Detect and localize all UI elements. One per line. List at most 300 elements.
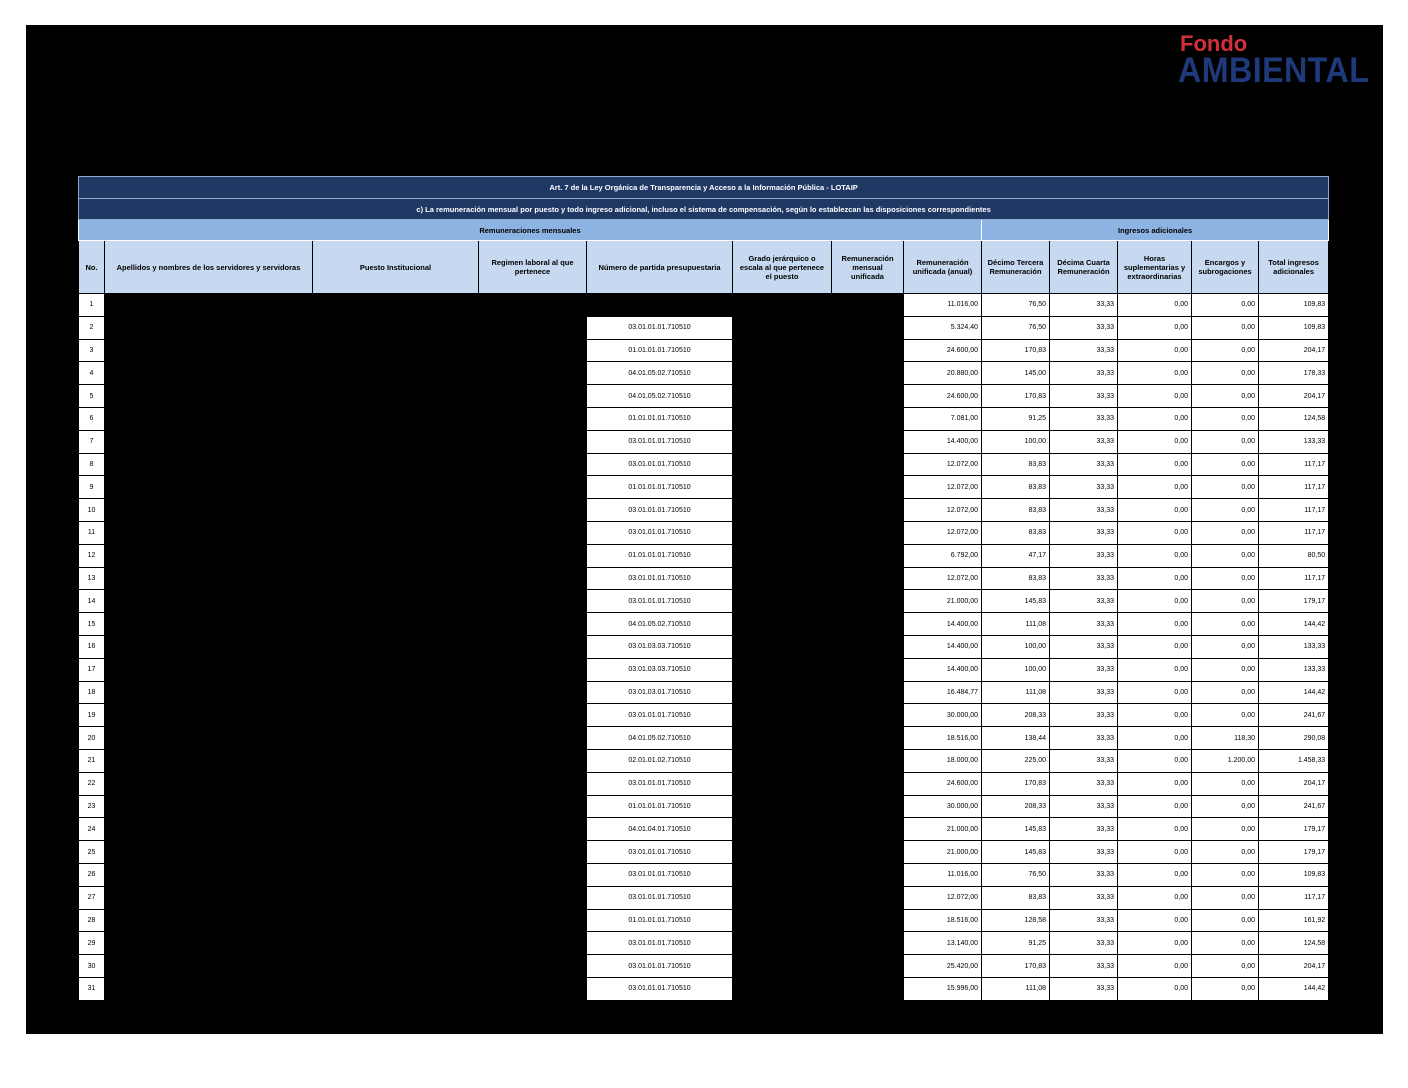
redacted-position-cell	[313, 544, 479, 567]
redacted-name-cell	[105, 544, 313, 567]
cell-no: 10	[79, 499, 105, 522]
cell-d13: 100,00	[982, 658, 1050, 681]
cell-d14: 33,33	[1050, 727, 1118, 750]
cell-horas: 0,00	[1118, 407, 1192, 430]
redacted-monthly-cell	[832, 521, 904, 544]
cell-total: 204,17	[1259, 955, 1329, 978]
cell-d13: 170,83	[982, 339, 1050, 362]
redacted-name-cell	[105, 635, 313, 658]
cell-total: 109,83	[1259, 316, 1329, 339]
cell-partida: 04.01.05.02.710510	[587, 613, 733, 636]
cell-total: 117,17	[1259, 886, 1329, 909]
cell-partida: 04.01.05.02.710510	[587, 362, 733, 385]
cell-anual: 30.000,00	[904, 704, 982, 727]
cell-d14: 33,33	[1050, 955, 1118, 978]
redacted-monthly-cell	[832, 818, 904, 841]
redacted-position-cell	[313, 613, 479, 636]
cell-horas: 0,00	[1118, 795, 1192, 818]
table-row	[79, 613, 1329, 636]
column-header-d14: Décima Cuarta Remuneración	[1050, 241, 1118, 294]
cell-d14: 33,33	[1050, 977, 1118, 1000]
cell-total: 117,17	[1259, 453, 1329, 476]
cell-no: 30	[79, 955, 105, 978]
cell-no: 23	[79, 795, 105, 818]
table-row	[79, 658, 1329, 681]
cell-horas: 0,00	[1118, 567, 1192, 590]
cell-encargos: 1.200,00	[1192, 749, 1259, 772]
cell-d14: 33,33	[1050, 499, 1118, 522]
table-row	[79, 772, 1329, 795]
cell-total: 124,58	[1259, 932, 1329, 955]
redacted-name-cell	[105, 955, 313, 978]
redacted-grade-cell	[733, 704, 832, 727]
cell-d14: 33,33	[1050, 681, 1118, 704]
cell-anual: 12.072,00	[904, 476, 982, 499]
cell-d13: 145,83	[982, 818, 1050, 841]
group-header-ingresos: Ingresos adicionales	[982, 220, 1329, 241]
column-header-puesto: Puesto Institucional	[313, 241, 479, 294]
redacted-monthly-cell	[832, 658, 904, 681]
cell-total: 241,67	[1259, 704, 1329, 727]
redacted-grade-cell	[733, 453, 832, 476]
table-row	[79, 362, 1329, 385]
cell-encargos: 0,00	[1192, 977, 1259, 1000]
cell-partida: 03.01.03.03.710510	[587, 658, 733, 681]
redacted-grade-cell	[733, 795, 832, 818]
cell-partida: 03.01.01.01.710510	[587, 430, 733, 453]
cell-d14: 33,33	[1050, 385, 1118, 408]
redacted-name-cell	[105, 977, 313, 1000]
cell-no: 22	[79, 772, 105, 795]
redacted-name-cell	[105, 863, 313, 886]
column-header-partida: Número de partida presupuestaria	[587, 241, 733, 294]
cell-d14: 33,33	[1050, 453, 1118, 476]
cell-anual: 7.081,00	[904, 407, 982, 430]
cell-d14: 33,33	[1050, 635, 1118, 658]
redacted-monthly-cell	[832, 544, 904, 567]
cell-total: 109,83	[1259, 863, 1329, 886]
cell-total: 161,92	[1259, 909, 1329, 932]
redacted-position-cell	[313, 772, 479, 795]
redacted-position-cell	[313, 407, 479, 430]
cell-horas: 0,00	[1118, 294, 1192, 317]
cell-no: 7	[79, 430, 105, 453]
cell-partida: 01.01.01.01.710510	[587, 909, 733, 932]
redacted-position-cell	[313, 863, 479, 886]
redacted-monthly-cell	[832, 567, 904, 590]
redacted-grade-cell	[733, 863, 832, 886]
redacted-regime-cell	[479, 635, 587, 658]
cell-d13: 208,33	[982, 795, 1050, 818]
redacted-monthly-cell	[832, 430, 904, 453]
logo-line-2: AMBIENTAL	[1178, 51, 1370, 90]
redacted-monthly-cell	[832, 362, 904, 385]
cell-horas: 0,00	[1118, 613, 1192, 636]
cell-d13: 47,17	[982, 544, 1050, 567]
cell-encargos: 0,00	[1192, 704, 1259, 727]
cell-total: 178,33	[1259, 362, 1329, 385]
redacted-monthly-cell	[832, 499, 904, 522]
cell-anual: 30.000,00	[904, 795, 982, 818]
redacted-regime-cell	[479, 681, 587, 704]
cell-no: 28	[79, 909, 105, 932]
cell-encargos: 0,00	[1192, 955, 1259, 978]
cell-no: 5	[79, 385, 105, 408]
redacted-name-cell	[105, 727, 313, 750]
cell-total: 124,58	[1259, 407, 1329, 430]
table-row	[79, 294, 1329, 317]
cell-horas: 0,00	[1118, 453, 1192, 476]
table-row	[79, 909, 1329, 932]
redacted-monthly-cell	[832, 613, 904, 636]
cell-no: 24	[79, 818, 105, 841]
cell-anual: 12.072,00	[904, 886, 982, 909]
table-row	[79, 430, 1329, 453]
redacted-regime-cell	[479, 841, 587, 864]
redacted-name-cell	[105, 499, 313, 522]
cell-total: 133,33	[1259, 635, 1329, 658]
cell-no: 21	[79, 749, 105, 772]
table-row	[79, 932, 1329, 955]
cell-d14: 33,33	[1050, 841, 1118, 864]
cell-anual: 11.016,00	[904, 863, 982, 886]
cell-anual: 24.600,00	[904, 772, 982, 795]
cell-horas: 0,00	[1118, 658, 1192, 681]
redacted-monthly-cell	[832, 795, 904, 818]
redacted-monthly-cell	[832, 635, 904, 658]
cell-d13: 76,50	[982, 863, 1050, 886]
redacted-position-cell	[313, 635, 479, 658]
redacted-position-cell	[313, 932, 479, 955]
cell-anual: 21.000,00	[904, 818, 982, 841]
redacted-grade-cell	[733, 909, 832, 932]
cell-d14: 33,33	[1050, 749, 1118, 772]
cell-total: 204,17	[1259, 339, 1329, 362]
table-row	[79, 681, 1329, 704]
redacted-name-cell	[105, 430, 313, 453]
cell-horas: 0,00	[1118, 499, 1192, 522]
table-row	[79, 795, 1329, 818]
cell-total: 133,33	[1259, 658, 1329, 681]
column-header-nombres: Apellidos y nombres de los servidores y servidoras	[105, 241, 313, 294]
cell-encargos: 0,00	[1192, 863, 1259, 886]
redacted-position-cell	[313, 316, 479, 339]
redacted-monthly-cell	[832, 955, 904, 978]
redacted-regime-cell	[479, 521, 587, 544]
cell-horas: 0,00	[1118, 430, 1192, 453]
cell-d14: 33,33	[1050, 886, 1118, 909]
column-header-horas: Horas suplementarias y extraordinarias	[1118, 241, 1192, 294]
cell-no: 9	[79, 476, 105, 499]
cell-d13: 145,83	[982, 841, 1050, 864]
cell-encargos: 0,00	[1192, 886, 1259, 909]
cell-anual: 12.072,00	[904, 453, 982, 476]
column-header-no: No.	[79, 241, 105, 294]
redacted-regime-cell	[479, 385, 587, 408]
remuneration-table	[78, 176, 1329, 1001]
redacted-position-cell	[313, 681, 479, 704]
redacted-name-cell	[105, 362, 313, 385]
redacted-name-cell	[105, 841, 313, 864]
cell-encargos: 0,00	[1192, 316, 1259, 339]
redacted-grade-cell	[733, 316, 832, 339]
cell-partida: 02.01.01.02.710510	[587, 749, 733, 772]
cell-d14: 33,33	[1050, 658, 1118, 681]
cell-d14: 33,33	[1050, 294, 1118, 317]
redacted-regime-cell	[479, 749, 587, 772]
cell-total: 117,17	[1259, 476, 1329, 499]
cell-anual: 6.792,00	[904, 544, 982, 567]
cell-horas: 0,00	[1118, 362, 1192, 385]
cell-encargos: 0,00	[1192, 932, 1259, 955]
cell-anual: 14.400,00	[904, 430, 982, 453]
cell-d13: 83,83	[982, 886, 1050, 909]
cell-partida: 01.01.01.01.710510	[587, 476, 733, 499]
cell-partida: 03.01.03.03.710510	[587, 635, 733, 658]
table-row	[79, 818, 1329, 841]
cell-anual: 12.072,00	[904, 499, 982, 522]
redacted-position-cell	[313, 886, 479, 909]
cell-horas: 0,00	[1118, 681, 1192, 704]
table-row	[79, 955, 1329, 978]
redacted-monthly-cell	[832, 932, 904, 955]
cell-no: 13	[79, 567, 105, 590]
cell-horas: 0,00	[1118, 818, 1192, 841]
cell-total: 1.458,33	[1259, 749, 1329, 772]
redacted-name-cell	[105, 772, 313, 795]
cell-d13: 100,00	[982, 635, 1050, 658]
cell-encargos: 0,00	[1192, 795, 1259, 818]
redacted-position-cell	[313, 521, 479, 544]
table-row	[79, 727, 1329, 750]
table-row	[79, 499, 1329, 522]
cell-horas: 0,00	[1118, 339, 1192, 362]
cell-d13: 145,83	[982, 590, 1050, 613]
redacted-name-cell	[105, 407, 313, 430]
redacted-regime-cell	[479, 795, 587, 818]
table-row	[79, 476, 1329, 499]
cell-d13: 111,08	[982, 977, 1050, 1000]
cell-no: 14	[79, 590, 105, 613]
cell-anual: 16.484,77	[904, 681, 982, 704]
table-row	[79, 521, 1329, 544]
redacted-name-cell	[105, 339, 313, 362]
redacted-position-cell	[313, 841, 479, 864]
redacted-position-cell	[313, 977, 479, 1000]
cell-encargos: 0,00	[1192, 909, 1259, 932]
redacted-grade-cell	[733, 977, 832, 1000]
table-row	[79, 339, 1329, 362]
cell-anual: 12.072,00	[904, 521, 982, 544]
cell-d13: 208,33	[982, 704, 1050, 727]
redacted-regime-cell	[479, 772, 587, 795]
redacted-position-cell	[313, 749, 479, 772]
cell-horas: 0,00	[1118, 476, 1192, 499]
redacted-monthly-cell	[832, 863, 904, 886]
cell-partida: 03.01.01.01.710510	[587, 772, 733, 795]
cell-partida: 01.01.01.01.710510	[587, 407, 733, 430]
cell-encargos: 0,00	[1192, 521, 1259, 544]
cell-no: 31	[79, 977, 105, 1000]
cell-d14: 33,33	[1050, 362, 1118, 385]
cell-partida: 03.01.01.01.710510	[587, 499, 733, 522]
cell-d13: 170,83	[982, 955, 1050, 978]
redacted-monthly-cell	[832, 407, 904, 430]
cell-no: 8	[79, 453, 105, 476]
cell-d13: 128,58	[982, 909, 1050, 932]
cell-d14: 33,33	[1050, 476, 1118, 499]
redacted-name-cell	[105, 590, 313, 613]
cell-partida: 01.01.01.01.710510	[587, 795, 733, 818]
cell-d13: 138,44	[982, 727, 1050, 750]
redacted-regime-cell	[479, 932, 587, 955]
cell-horas: 0,00	[1118, 841, 1192, 864]
cell-d13: 225,00	[982, 749, 1050, 772]
cell-partida: 03.01.01.01.710510	[587, 704, 733, 727]
redacted-regime-cell	[479, 613, 587, 636]
cell-encargos: 0,00	[1192, 567, 1259, 590]
cell-d14: 33,33	[1050, 590, 1118, 613]
cell-partida: 03.01.01.01.710510	[587, 841, 733, 864]
redacted-name-cell	[105, 385, 313, 408]
cell-encargos: 0,00	[1192, 339, 1259, 362]
group-header-remuneraciones: Remuneraciones mensuales	[79, 220, 982, 241]
cell-horas: 0,00	[1118, 863, 1192, 886]
cell-encargos: 0,00	[1192, 476, 1259, 499]
cell-horas: 0,00	[1118, 932, 1192, 955]
cell-total: 109,83	[1259, 294, 1329, 317]
redacted-position-cell	[313, 590, 479, 613]
cell-encargos: 0,00	[1192, 772, 1259, 795]
column-header-anual: Remuneración unificada (anual)	[904, 241, 982, 294]
cell-total: 144,42	[1259, 613, 1329, 636]
redacted-name-cell	[105, 453, 313, 476]
cell-no: 18	[79, 681, 105, 704]
cell-total: 179,17	[1259, 841, 1329, 864]
redacted-name-cell	[105, 476, 313, 499]
cell-partida: 03.01.01.01.710510	[587, 886, 733, 909]
redacted-regime-cell	[479, 955, 587, 978]
cell-d13: 111,08	[982, 613, 1050, 636]
cell-horas: 0,00	[1118, 977, 1192, 1000]
redacted-grade-cell	[733, 955, 832, 978]
redacted-position-cell	[313, 727, 479, 750]
redacted-regime-cell	[479, 453, 587, 476]
cell-anual: 5.324,40	[904, 316, 982, 339]
redacted-position-cell	[313, 795, 479, 818]
cell-anual: 11.016,00	[904, 294, 982, 317]
redacted-name-cell	[105, 681, 313, 704]
cell-partida: 04.01.05.02.710510	[587, 727, 733, 750]
cell-no: 20	[79, 727, 105, 750]
redacted-regime-cell	[479, 430, 587, 453]
cell-d13: 111,08	[982, 681, 1050, 704]
redacted-name-cell	[105, 795, 313, 818]
table-row	[79, 407, 1329, 430]
redacted-grade-cell	[733, 932, 832, 955]
redacted-regime-cell	[479, 886, 587, 909]
cell-horas: 0,00	[1118, 886, 1192, 909]
cell-encargos: 0,00	[1192, 385, 1259, 408]
cell-anual: 21.000,00	[904, 590, 982, 613]
redacted-monthly-cell	[832, 772, 904, 795]
redacted-regime-cell	[479, 727, 587, 750]
cell-d14: 33,33	[1050, 567, 1118, 590]
redacted-name-cell	[105, 749, 313, 772]
table-row	[79, 704, 1329, 727]
cell-horas: 0,00	[1118, 316, 1192, 339]
cell-d14: 33,33	[1050, 795, 1118, 818]
cell-partida: 03.01.01.01.710510	[587, 316, 733, 339]
cell-total: 204,17	[1259, 385, 1329, 408]
table-row	[79, 385, 1329, 408]
redacted-regime-cell	[479, 704, 587, 727]
cell-d13: 100,00	[982, 430, 1050, 453]
table-row	[79, 841, 1329, 864]
redacted-position-cell	[313, 385, 479, 408]
redacted-grade-cell	[733, 294, 832, 317]
redacted-monthly-cell	[832, 909, 904, 932]
cell-horas: 0,00	[1118, 749, 1192, 772]
cell-partida: 03.01.01.01.710510	[587, 932, 733, 955]
redacted-regime-cell	[479, 407, 587, 430]
cell-partida: 04.01.04.01.710510	[587, 818, 733, 841]
table-row	[79, 886, 1329, 909]
cell-partida: 04.01.05.02.710510	[587, 385, 733, 408]
cell-no: 11	[79, 521, 105, 544]
cell-horas: 0,00	[1118, 727, 1192, 750]
cell-horas: 0,00	[1118, 955, 1192, 978]
cell-encargos: 0,00	[1192, 681, 1259, 704]
cell-anual: 18.000,00	[904, 749, 982, 772]
redacted-regime-cell	[479, 544, 587, 567]
redacted-grade-cell	[733, 613, 832, 636]
redacted-monthly-cell	[832, 977, 904, 1000]
redacted-regime-cell	[479, 863, 587, 886]
cell-horas: 0,00	[1118, 544, 1192, 567]
table-row	[79, 635, 1329, 658]
column-header-total: Total ingresos adicionales	[1259, 241, 1329, 294]
table-row	[79, 590, 1329, 613]
cell-horas: 0,00	[1118, 635, 1192, 658]
table-subtitle: c) La remuneración mensual por puesto y todo ingreso adicional, incluso el sistema de compensación, según lo establezcan las disposiciones correspondientes	[79, 199, 1329, 220]
redacted-monthly-cell	[832, 453, 904, 476]
cell-d14: 33,33	[1050, 339, 1118, 362]
redacted-monthly-cell	[832, 841, 904, 864]
redacted-grade-cell	[733, 681, 832, 704]
cell-d14: 33,33	[1050, 818, 1118, 841]
redacted-position-cell	[313, 339, 479, 362]
logo-line-1: Fondo	[1180, 31, 1248, 56]
cell-partida: 03.01.01.01.710510	[587, 955, 733, 978]
redacted-regime-cell	[479, 909, 587, 932]
cell-no: 27	[79, 886, 105, 909]
cell-no: 6	[79, 407, 105, 430]
redacted-position-cell	[313, 362, 479, 385]
redacted-name-cell	[105, 704, 313, 727]
redacted-regime-cell	[479, 339, 587, 362]
cell-d14: 33,33	[1050, 909, 1118, 932]
redacted-regime-cell	[479, 499, 587, 522]
redacted-grade-cell	[733, 362, 832, 385]
cell-encargos: 0,00	[1192, 658, 1259, 681]
redacted-name-cell	[105, 658, 313, 681]
redacted-grade-cell	[733, 521, 832, 544]
cell-anual: 14.400,00	[904, 658, 982, 681]
cell-encargos: 0,00	[1192, 818, 1259, 841]
cell-anual: 12.072,00	[904, 567, 982, 590]
cell-anual: 15.996,00	[904, 977, 982, 1000]
